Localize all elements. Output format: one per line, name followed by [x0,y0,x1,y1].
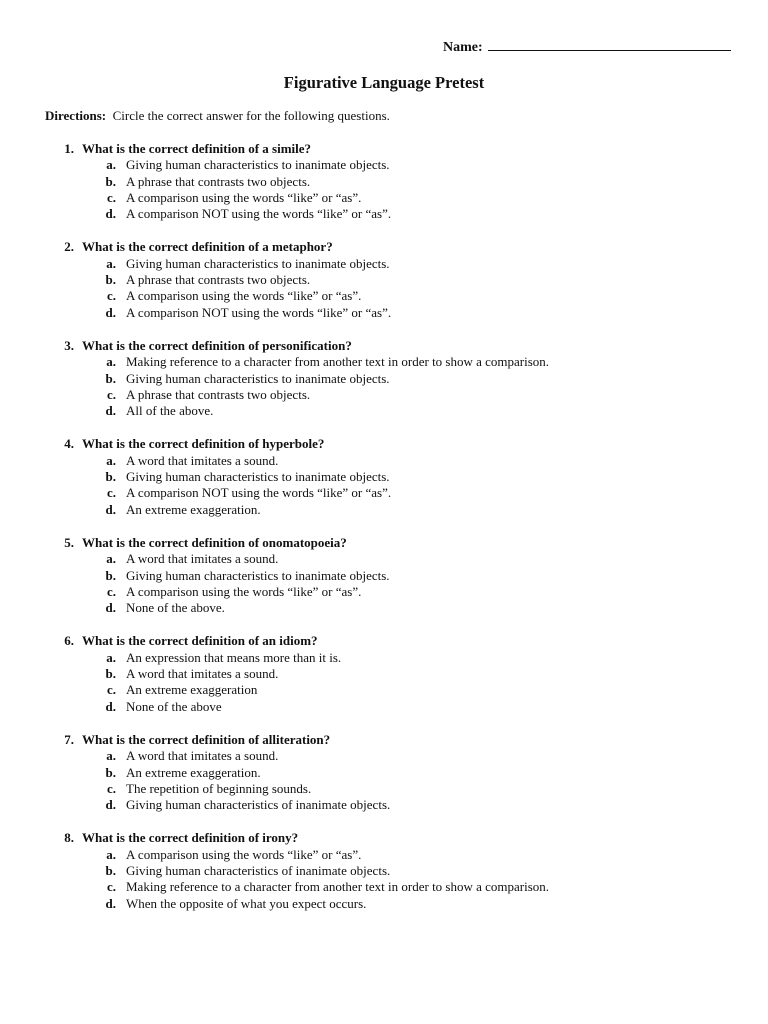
option-letter: d. [105,501,116,517]
option-letter: a. [106,551,116,567]
option-letter: c. [106,583,116,599]
answer-option[interactable] [0,157,768,173]
option-text: None of the above [126,698,222,714]
option-letter: d. [105,797,116,813]
answer-option[interactable] [0,568,768,584]
option-text: Giving human characteristics to inanimate objects. [126,567,390,583]
option-letter: a. [106,157,116,173]
option-text: A comparison NOT using the words “like” or “as”. [126,206,392,222]
question-7 [0,732,768,813]
question-number: 3. [64,337,74,353]
answer-option[interactable] [0,190,768,206]
option-text: Giving human characteristics to inanimate objects. [126,157,390,173]
option-letter: b. [105,567,116,583]
answer-option[interactable] [0,288,768,304]
question-8 [0,830,768,911]
name-field [443,36,731,56]
answer-option[interactable] [0,781,768,797]
question-number: 1. [64,141,74,156]
directions [45,108,390,124]
question-number: 5. [64,534,74,550]
option-letter: c. [106,485,116,501]
answer-option[interactable] [0,797,768,813]
option-text: Making reference to a character from another text in order to show a comparison. [126,354,550,370]
directions-label: Directions: [45,108,107,123]
name-blank-line[interactable] [488,36,731,51]
answer-option[interactable] [0,469,768,485]
option-letter: b. [105,370,116,386]
option-text: None of the above. [126,600,225,616]
option-letter: c. [106,780,116,796]
page-title: Figurative Language Pretest [283,73,485,92]
option-letter: a. [106,649,116,665]
option-letter: b. [105,469,116,485]
answer-option[interactable] [0,699,768,715]
option-text: All of the above. [126,403,214,419]
option-text: A word that imitates a sound. [126,452,279,468]
answer-option[interactable] [0,748,768,764]
option-text: An extreme exaggeration. [126,501,261,517]
option-letter: c. [106,682,116,698]
option-letter: b. [105,173,116,189]
option-text: Giving human characteristics of inanimate objects. [126,797,391,813]
answer-option[interactable] [0,387,768,403]
question-text: What is the correct definition of personification? [82,337,352,353]
question-line [0,830,768,846]
answer-option[interactable] [0,765,768,781]
question-text: What is the correct definition of a simile? [82,141,312,156]
option-text: A comparison using the words “like” or “as”. [126,583,362,599]
option-letter: a. [106,255,116,271]
answer-option[interactable] [0,403,768,419]
option-text: A word that imitates a sound. [126,748,279,764]
question-list [0,141,768,929]
question-2 [0,239,768,320]
option-text: A comparison NOT using the words “like” or “as”. [126,485,392,501]
answer-option[interactable] [0,863,768,879]
answer-option[interactable] [0,354,768,370]
option-text: An expression that means more than it is. [126,649,342,665]
answer-option[interactable] [0,305,768,321]
option-text: A phrase that contrasts two objects. [126,173,311,189]
option-text: Giving human characteristics to inanimate objects. [126,255,390,271]
question-text: What is the correct definition of hyperbole? [82,436,325,452]
option-text: Giving human characteristics of inanimate objects. [126,862,391,878]
option-text: A phrase that contrasts two objects. [126,272,311,288]
answer-option[interactable] [0,896,768,912]
option-text: A comparison using the words “like” or “as”. [126,846,362,862]
answer-option[interactable] [0,600,768,616]
question-text: What is the correct definition of an idiom? [82,633,318,649]
answer-option[interactable] [0,272,768,288]
name-label: Name: [443,40,483,55]
question-text: What is the correct definition of alliteration? [82,731,331,747]
option-text: A word that imitates a sound. [126,666,279,682]
answer-option[interactable] [0,847,768,863]
question-line [0,732,768,748]
question-3 [0,338,768,419]
option-letter: c. [106,386,116,402]
option-letter: b. [105,272,116,288]
option-text: When the opposite of what you expect occurs. [126,895,367,911]
answer-option[interactable] [0,682,768,698]
option-letter: c. [106,879,116,895]
question-line [0,436,768,452]
option-text: The repetition of beginning sounds. [126,780,312,796]
option-text: An extreme exaggeration. [126,764,261,780]
question-line [0,535,768,551]
option-letter: b. [105,764,116,780]
question-6 [0,633,768,714]
question-1 [0,141,768,222]
option-text: An extreme exaggeration [126,682,258,698]
answer-option[interactable] [0,650,768,666]
answer-option[interactable] [0,502,768,518]
option-letter: d. [105,895,116,911]
answer-option[interactable] [0,551,768,567]
option-letter: b. [105,666,116,682]
option-text: Giving human characteristics to inanimate objects. [126,469,390,485]
option-text: A comparison NOT using the words “like” or “as”. [126,304,392,320]
option-text: A comparison using the words “like” or “as”. [126,189,362,205]
answer-option[interactable] [0,666,768,682]
option-text: A word that imitates a sound. [126,551,279,567]
question-number: 4. [64,436,74,452]
option-letter: a. [106,748,116,764]
option-letter: c. [106,288,116,304]
question-5 [0,535,768,616]
question-number: 8. [64,830,74,846]
option-text: A comparison using the words “like” or “as”. [126,288,362,304]
option-letter: a. [106,452,116,468]
answer-option[interactable] [0,206,768,222]
option-letter: d. [105,403,116,419]
option-text: A phrase that contrasts two objects. [126,386,311,402]
option-text: Giving human characteristics to inanimate objects. [126,370,390,386]
question-text: What is the correct definition of onomatopoeia? [82,534,347,550]
answer-option[interactable] [0,371,768,387]
option-letter: d. [105,304,116,320]
answer-option[interactable] [0,174,768,190]
option-letter: a. [106,354,116,370]
answer-option[interactable] [0,879,768,895]
answer-option[interactable] [0,485,768,501]
question-line [0,338,768,354]
question-number: 7. [64,731,74,747]
option-letter: d. [105,206,116,222]
question-line [0,239,768,255]
question-text: What is the correct definition of a metaphor? [82,239,333,255]
answer-option[interactable] [0,584,768,600]
answer-option[interactable] [0,453,768,469]
question-line [0,141,768,157]
question-text: What is the correct definition of irony? [82,830,299,846]
option-letter: d. [105,600,116,616]
question-number: 2. [64,239,74,255]
question-line [0,633,768,649]
answer-option[interactable] [0,256,768,272]
option-text: Making reference to a character from another text in order to show a comparison. [126,879,550,895]
question-number: 6. [64,633,74,649]
directions-text: Circle the correct answer for the following questions. [112,108,390,123]
option-letter: c. [106,189,116,205]
option-letter: a. [106,846,116,862]
question-4 [0,436,768,517]
option-letter: b. [105,862,116,878]
option-letter: d. [105,698,116,714]
